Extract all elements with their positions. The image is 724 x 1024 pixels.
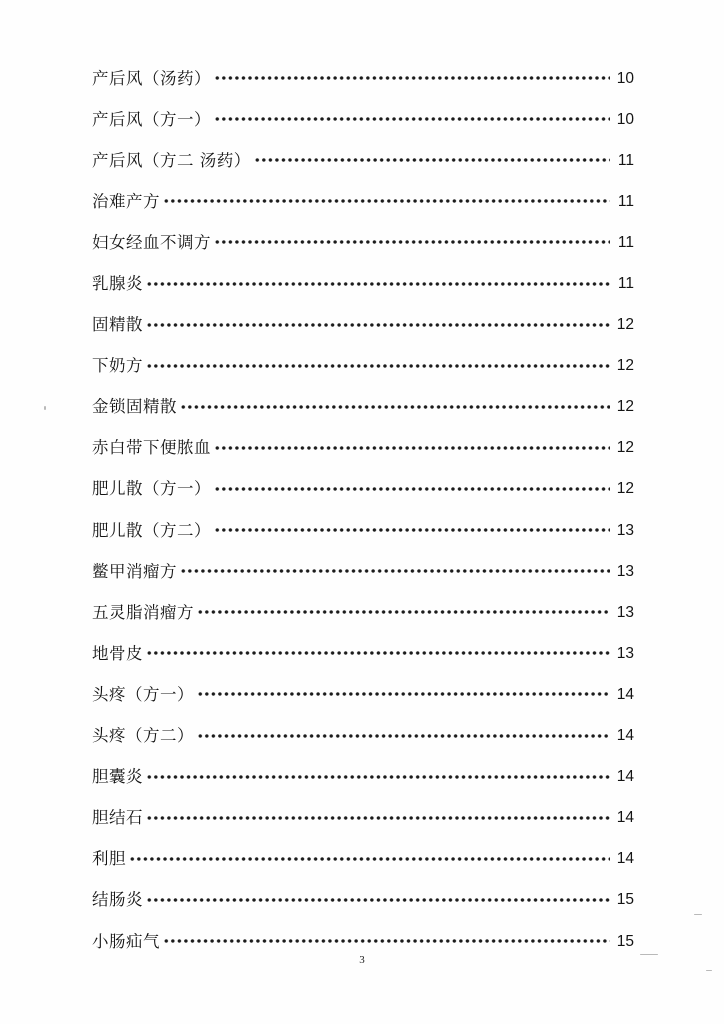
- toc-entry-page: 11: [617, 151, 634, 169]
- dot-leader: [129, 856, 610, 862]
- toc-entry[interactable]: [92, 97, 634, 138]
- toc-entry-page: 13: [616, 562, 634, 580]
- toc-entry-page: 12: [616, 439, 634, 457]
- dot-leader: [180, 404, 610, 410]
- toc-entry[interactable]: [92, 878, 634, 919]
- toc-entry-title: 妇女经血不调方: [92, 232, 211, 252]
- toc-entry-title: 胆结石: [92, 808, 143, 828]
- toc-entry-page: 10: [616, 69, 634, 87]
- toc-entry-page: 14: [616, 727, 634, 745]
- toc-entry-title: 产后风（方一）: [92, 109, 211, 129]
- toc-entry-page: 12: [616, 357, 634, 375]
- toc-entry[interactable]: [92, 179, 634, 220]
- dot-leader: [214, 116, 610, 122]
- toc-entry-page: 12: [616, 316, 634, 334]
- toc-entry[interactable]: [92, 344, 634, 385]
- dot-leader: [214, 239, 610, 245]
- toc-entry[interactable]: [92, 467, 634, 508]
- toc-entry-title: 产后风（汤药）: [92, 68, 211, 88]
- toc-entry[interactable]: [92, 385, 634, 426]
- toc-entry-page: 12: [616, 480, 634, 498]
- dot-leader: [197, 733, 610, 739]
- toc-entry-title: 赤白带下便脓血: [92, 438, 211, 458]
- scan-speck: [44, 406, 46, 410]
- toc-entry-page: 13: [616, 603, 634, 621]
- dot-leader: [214, 486, 610, 492]
- toc-entry[interactable]: [92, 590, 634, 631]
- toc-entry-page: 13: [616, 644, 634, 662]
- toc-entry-title: 治难产方: [92, 191, 160, 211]
- dot-leader: [163, 938, 610, 944]
- toc-entry-page: 10: [616, 110, 634, 128]
- toc-entry-page: 14: [616, 850, 634, 868]
- toc-entry-page: 14: [616, 768, 634, 786]
- dot-leader: [146, 815, 610, 821]
- toc-entry-title: 鳖甲消瘤方: [92, 561, 177, 581]
- toc-entry-page: 12: [616, 398, 634, 416]
- toc-entry[interactable]: [92, 138, 634, 179]
- toc-entry-page: 11: [617, 275, 634, 293]
- table-of-contents: [92, 56, 634, 960]
- toc-entry-title: 胆囊炎: [92, 767, 143, 787]
- toc-entry-title: 地骨皮: [92, 643, 143, 663]
- dot-leader: [197, 691, 610, 697]
- scan-speck: [694, 914, 702, 915]
- scan-speck: [706, 970, 712, 971]
- toc-entry-title: 产后风（方二 汤药）: [92, 150, 251, 170]
- dot-leader: [146, 281, 610, 287]
- toc-entry-title: 小肠疝气: [92, 931, 160, 951]
- toc-entry-title: 利胆: [92, 849, 126, 869]
- toc-entry[interactable]: [92, 220, 634, 261]
- toc-entry-page: 13: [616, 521, 634, 539]
- dot-leader: [214, 527, 610, 533]
- toc-entry-title: 乳腺炎: [92, 274, 143, 294]
- dot-leader: [146, 363, 610, 369]
- toc-entry[interactable]: [92, 56, 634, 97]
- toc-entry[interactable]: [92, 261, 634, 302]
- dot-leader: [180, 568, 610, 574]
- scan-speck: [640, 954, 658, 955]
- toc-entry[interactable]: [92, 796, 634, 837]
- toc-entry-title: 肥儿散（方一）: [92, 479, 211, 499]
- toc-entry-title: 肥儿散（方二）: [92, 520, 211, 540]
- dot-leader: [146, 322, 610, 328]
- toc-entry-title: 头疼（方一）: [92, 684, 194, 704]
- dot-leader: [254, 157, 610, 163]
- toc-entry-page: 14: [616, 809, 634, 827]
- toc-entry[interactable]: [92, 631, 634, 672]
- dot-leader: [163, 198, 610, 204]
- toc-entry-page: 11: [617, 233, 634, 251]
- toc-entry[interactable]: [92, 714, 634, 755]
- toc-entry[interactable]: [92, 672, 634, 713]
- toc-entry-title: 金锁固精散: [92, 397, 177, 417]
- toc-entry[interactable]: [92, 755, 634, 796]
- dot-leader: [214, 445, 610, 451]
- toc-entry-title: 结肠炎: [92, 890, 143, 910]
- toc-entry-title: 固精散: [92, 315, 143, 335]
- toc-entry[interactable]: [92, 549, 634, 590]
- toc-entry[interactable]: [92, 303, 634, 344]
- toc-entry[interactable]: [92, 508, 634, 549]
- dot-leader: [146, 774, 610, 780]
- dot-leader: [146, 897, 610, 903]
- toc-entry-page: 14: [616, 685, 634, 703]
- toc-entry-title: 头疼（方二）: [92, 726, 194, 746]
- toc-entry-page: 15: [616, 932, 634, 950]
- toc-entry-title: 下奶方: [92, 356, 143, 376]
- page-number: 3: [359, 954, 365, 966]
- toc-entry[interactable]: [92, 837, 634, 878]
- toc-entry-page: 15: [616, 891, 634, 909]
- dot-leader: [214, 75, 610, 81]
- dot-leader: [197, 609, 610, 615]
- toc-entry[interactable]: [92, 426, 634, 467]
- toc-entry-title: 五灵脂消瘤方: [92, 602, 194, 622]
- toc-entry-page: 11: [617, 192, 634, 210]
- dot-leader: [146, 650, 610, 656]
